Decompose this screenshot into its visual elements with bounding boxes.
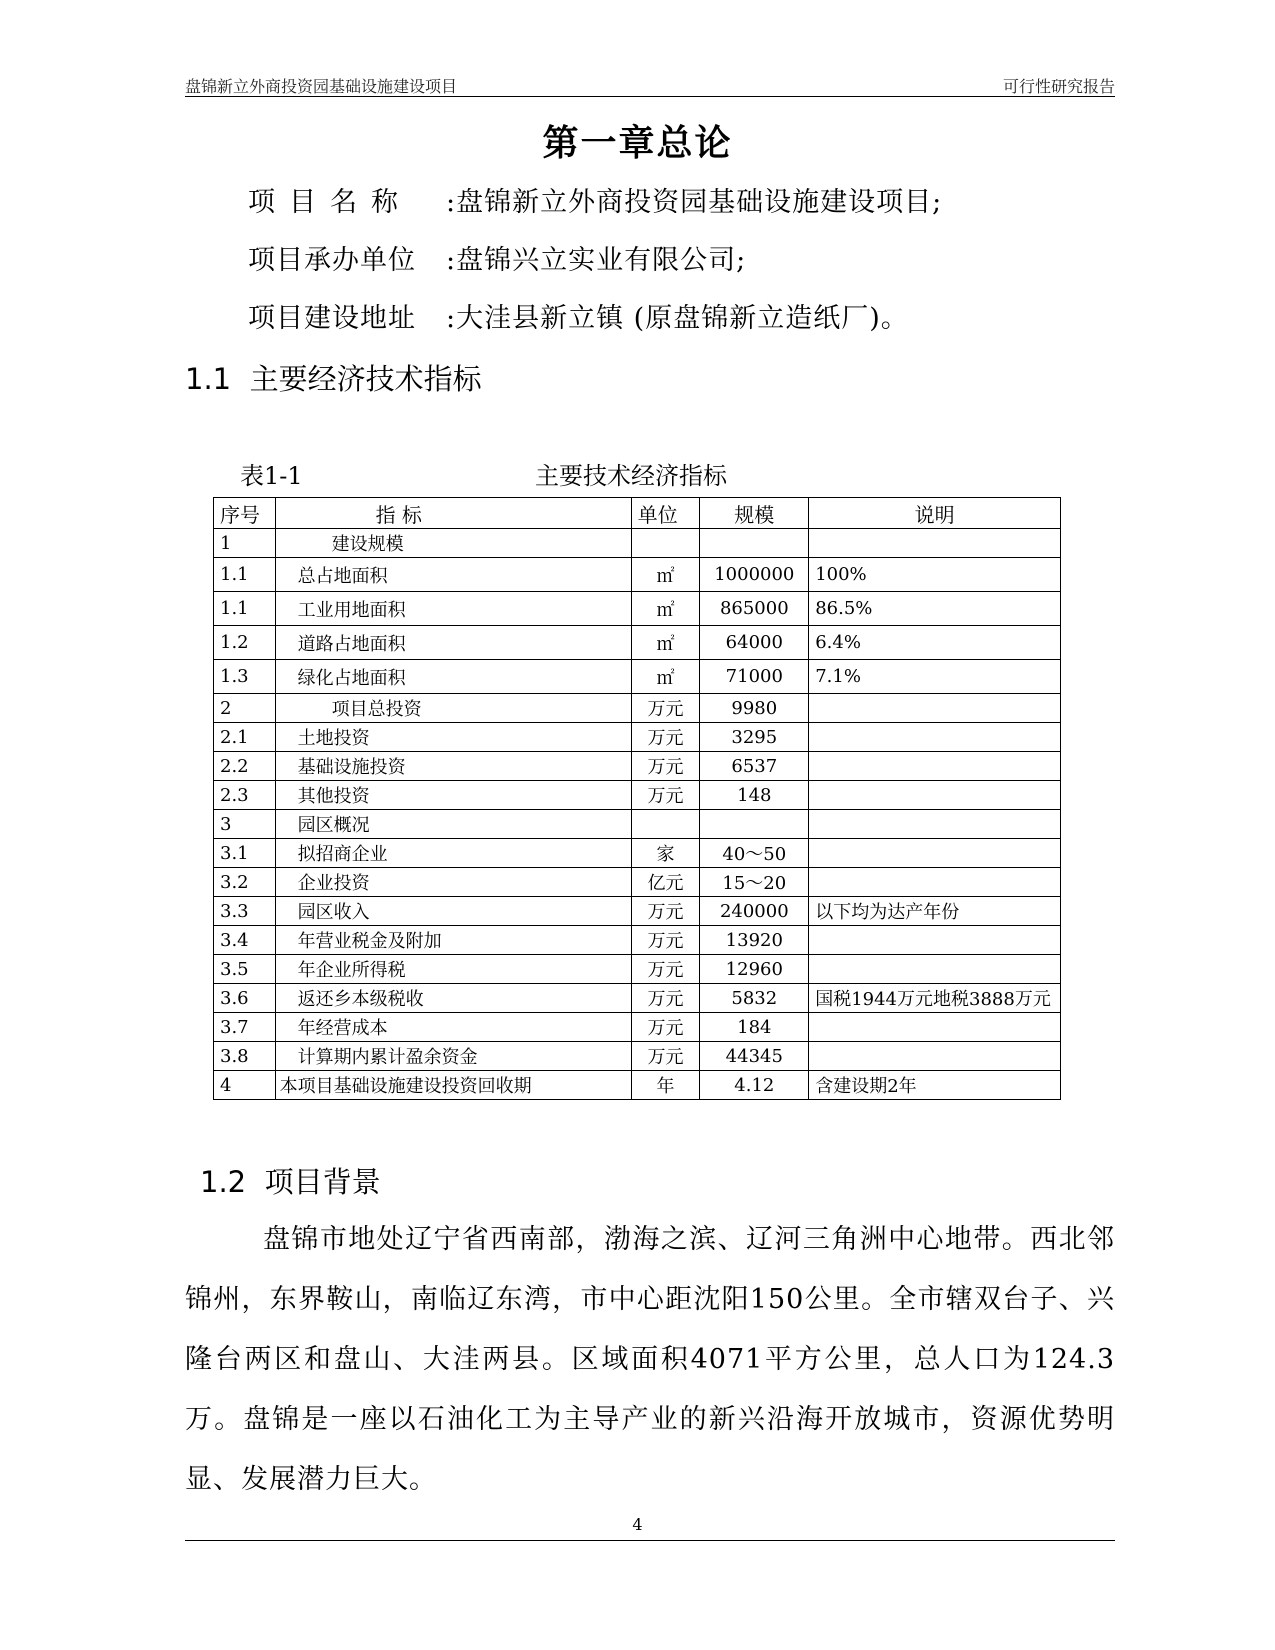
cell-unit [631,529,700,558]
table-row [214,660,1061,694]
cell-unit: 年 [631,1071,700,1100]
cell-unit [631,810,700,839]
cell-unit: 万元 [631,1042,700,1071]
header-project-name: 盘锦新立外商投资园基础设施建设项目 [185,77,458,96]
cell-note: 86.5% [809,592,1061,626]
cell-note: 含建设期2年 [809,1071,1061,1100]
section-heading-1-1 [185,357,482,398]
info-organizer [248,238,746,277]
col-header-note: 说明 [809,498,1061,529]
cell-indicator: 拟招商企业 [275,839,631,868]
cell-note [809,839,1061,868]
cell-note: 100% [809,558,1061,592]
cell-seq: 1.2 [214,626,276,660]
cell-indicator: 计算期内累计盈余资金 [275,1042,631,1071]
cell-unit: 家 [631,839,700,868]
section-number: 1.2 [200,1165,247,1199]
cell-scale: 184 [700,1013,809,1042]
cell-scale: 6537 [700,752,809,781]
col-header-scale: 规模 [700,498,809,529]
section-number: 1.1 [185,362,232,396]
background-paragraph [185,1210,1115,1510]
table-row [214,1071,1061,1100]
info-value: :盘锦新立外商投资园基础设施建设项目; [446,187,943,218]
table-row [214,723,1061,752]
cell-scale: 148 [700,781,809,810]
cell-scale: 13920 [700,926,809,955]
table-row [214,955,1061,984]
cell-indicator: 工业用地面积 [275,592,631,626]
header-report-type: 可行性研究报告 [1002,77,1115,96]
cell-seq: 3 [214,810,276,839]
cell-unit: 万元 [631,1013,700,1042]
indicators-table [213,497,1061,1100]
footer-rule [185,1540,1115,1541]
info-label: 项目名称 [248,187,412,218]
table-row [214,529,1061,558]
cell-seq: 1.1 [214,592,276,626]
table-title: 主要技术经济指标 [535,462,727,490]
col-header-indicator: 指 标 [275,498,631,529]
cell-seq: 2.2 [214,752,276,781]
cell-seq: 3.1 [214,839,276,868]
cell-indicator: 其他投资 [275,781,631,810]
cell-note [809,723,1061,752]
cell-note [809,529,1061,558]
cell-unit: 万元 [631,752,700,781]
cell-indicator: 项目总投资 [275,694,631,723]
cell-note [809,955,1061,984]
table-row [214,558,1061,592]
cell-seq: 2.1 [214,723,276,752]
table-row [214,626,1061,660]
col-header-seq: 序号 [214,498,276,529]
paragraph-text: 盘锦市地处辽宁省西南部，渤海之滨、辽河三角洲中心地带。西北邻锦州，东界鞍山，南临辽东湾，市中心距沈阳150公里。全市辖双台子、兴隆台两区和盘山、大洼两县。区域面积4071平方公里，总人口为124.3万。盘锦是一座以石油化工为主导产业的新兴沿海开放城市，资源优势明显、发展潜力巨大。 [185,1224,1115,1495]
table-row [214,752,1061,781]
cell-indicator: 绿化占地面积 [275,660,631,694]
cell-seq: 3.3 [214,897,276,926]
cell-indicator: 建设规模 [275,529,631,558]
cell-seq: 1 [214,529,276,558]
cell-indicator: 返还乡本级税收 [275,984,631,1013]
cell-scale: 3295 [700,723,809,752]
cell-unit: ㎡ [631,558,700,592]
info-project-name [248,180,942,219]
cell-seq: 1.1 [214,558,276,592]
cell-scale [700,529,809,558]
cell-indicator: 年营业税金及附加 [275,926,631,955]
page-number: 4 [632,1515,643,1534]
info-address [248,296,909,335]
cell-seq: 2.3 [214,781,276,810]
cell-unit: 万元 [631,926,700,955]
cell-indicator: 园区概况 [275,810,631,839]
cell-seq: 3.2 [214,868,276,897]
section-title: 主要经济技术指标 [249,362,482,396]
cell-scale: 12960 [700,955,809,984]
cell-indicator: 年经营成本 [275,1013,631,1042]
cell-unit: 万元 [631,897,700,926]
table-row [214,810,1061,839]
cell-note: 国税1944万元地税3888万元 [809,984,1061,1013]
cell-indicator: 企业投资 [275,868,631,897]
table-row [214,694,1061,723]
cell-seq: 3.8 [214,1042,276,1071]
cell-note [809,1013,1061,1042]
cell-note [809,694,1061,723]
chapter-title: 第一章总论 [542,122,733,164]
cell-note [809,781,1061,810]
table-row [214,592,1061,626]
cell-indicator: 本项目基础设施建设投资回收期 [275,1071,631,1100]
table-row [214,781,1061,810]
cell-scale [700,810,809,839]
cell-scale: 240000 [700,897,809,926]
cell-indicator: 年企业所得税 [275,955,631,984]
info-label: 项目建设地址 [248,303,416,334]
cell-note [809,868,1061,897]
cell-seq: 3.7 [214,1013,276,1042]
cell-note: 6.4% [809,626,1061,660]
cell-unit: 万元 [631,694,700,723]
info-value: :大洼县新立镇 (原盘锦新立造纸厂)。 [446,303,909,334]
cell-seq: 3.4 [214,926,276,955]
cell-scale: 9980 [700,694,809,723]
cell-scale: 40～50 [700,839,809,868]
cell-note: 7.1% [809,660,1061,694]
cell-seq: 1.3 [214,660,276,694]
cell-seq: 2 [214,694,276,723]
cell-note [809,926,1061,955]
cell-indicator: 道路占地面积 [275,626,631,660]
cell-unit: ㎡ [631,592,700,626]
table-row [214,984,1061,1013]
table-row [214,897,1061,926]
cell-seq: 4 [214,1071,276,1100]
cell-note: 以下均为达产年份 [809,897,1061,926]
table-number: 表1-1 [240,462,303,490]
cell-note [809,1042,1061,1071]
cell-scale: 865000 [700,592,809,626]
cell-indicator: 土地投资 [275,723,631,752]
cell-indicator: 总占地面积 [275,558,631,592]
cell-unit: 万元 [631,984,700,1013]
table-row [214,926,1061,955]
cell-unit: ㎡ [631,660,700,694]
table-row [214,1013,1061,1042]
table-row [214,839,1061,868]
info-label: 项目承办单位 [248,245,416,276]
table-row [214,1042,1061,1071]
cell-unit: 亿元 [631,868,700,897]
page-header [185,72,1115,97]
table-row [214,868,1061,897]
cell-scale: 44345 [700,1042,809,1071]
section-heading-1-2 [200,1160,381,1201]
table-header-row [214,498,1061,529]
cell-indicator: 基础设施投资 [275,752,631,781]
info-value: :盘锦兴立实业有限公司; [446,245,747,276]
cell-seq: 3.5 [214,955,276,984]
cell-note [809,752,1061,781]
cell-indicator: 园区收入 [275,897,631,926]
cell-unit: 万元 [631,781,700,810]
cell-scale: 5832 [700,984,809,1013]
cell-scale: 15～20 [700,868,809,897]
cell-note [809,810,1061,839]
cell-scale: 71000 [700,660,809,694]
cell-unit: 万元 [631,723,700,752]
cell-scale: 4.12 [700,1071,809,1100]
cell-unit: ㎡ [631,626,700,660]
cell-seq: 3.6 [214,984,276,1013]
cell-scale: 64000 [700,626,809,660]
col-header-unit: 单位 [631,498,700,529]
section-title: 项目背景 [264,1165,381,1199]
cell-unit: 万元 [631,955,700,984]
cell-scale: 1000000 [700,558,809,592]
